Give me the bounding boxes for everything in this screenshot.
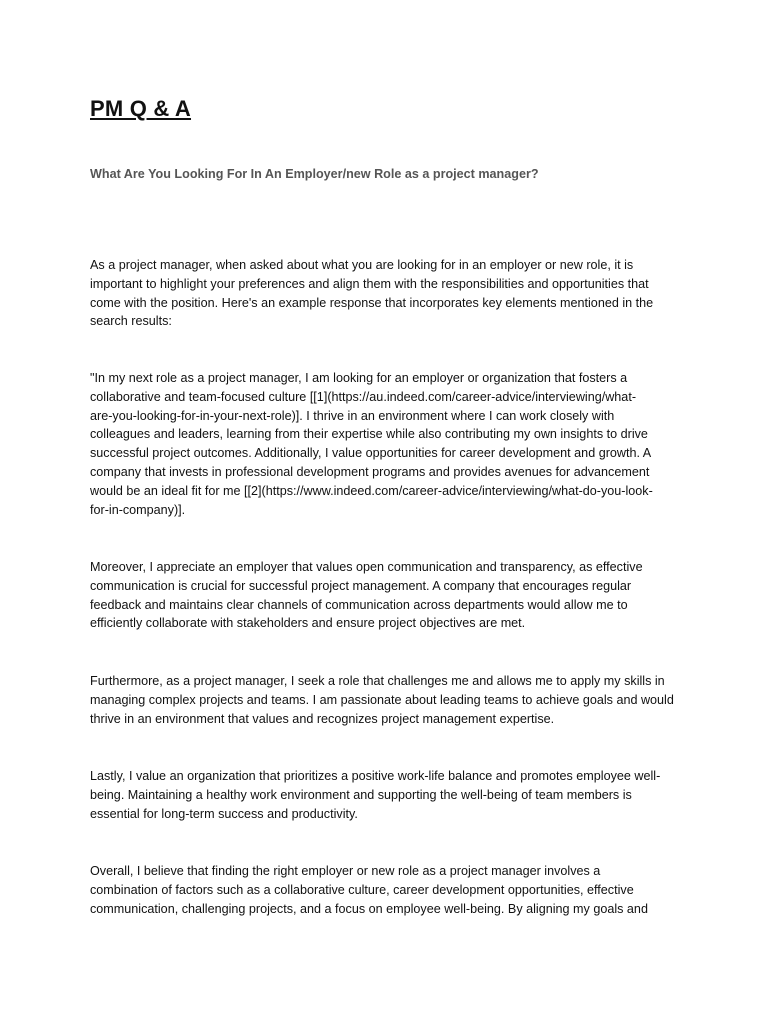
page-title: PM Q & A bbox=[90, 96, 192, 121]
paragraph-line: would be an ideal fit for me [[2](https://www.indeed.com/career-advice/interviewing/what-do-you-look- bbox=[90, 483, 653, 498]
paragraph-line: communication, challenging projects, and a focus on employee well-being. By aligning my goals and bbox=[90, 901, 648, 916]
paragraph-work-life-balance bbox=[90, 767, 680, 823]
paragraph-line: company that invests in professional development programs and provides avenues for advancement bbox=[90, 464, 650, 479]
paragraph-line: important to highlight your preferences and align them with the responsibilities and opportunities that bbox=[90, 276, 649, 291]
paragraph-line: combination of factors such as a collaborative culture, career development opportunities, effective bbox=[90, 882, 634, 897]
paragraph-line: Furthermore, as a project manager, I seek a role that challenges me and allows me to apply my skills in bbox=[90, 674, 665, 688]
paragraph-line: thrive in an environment that values and recognizes project management expertise. bbox=[90, 711, 555, 726]
paragraph-line: come with the position. Here's an example response that incorporates key elements mentioned in the bbox=[90, 295, 654, 310]
paragraph-line: "In my next role as a project manager, I am looking for an employer or organization that fosters a bbox=[90, 371, 628, 385]
paragraph-line: communication is crucial for successful project management. A company that encourages regular bbox=[90, 578, 632, 593]
page-subtitle: What Are You Looking For In An Employer/new Role as a project manager? bbox=[90, 167, 539, 181]
paragraph-line: colleagues and leaders, learning from their expertise while also contributing my own insights to drive bbox=[90, 427, 648, 442]
paragraph-line: efficiently collaborate with stakeholders and ensure project objectives are met. bbox=[90, 616, 526, 631]
paragraph-line: being. Maintaining a healthy work environment and supporting the well-being of team members is bbox=[90, 787, 632, 802]
paragraph-line: for-in-company)]. bbox=[90, 502, 186, 517]
paragraph-conclusion bbox=[90, 862, 680, 918]
paragraph-line: Overall, I believe that finding the right employer or new role as a project manager involves a bbox=[90, 864, 601, 878]
paragraph-challenges bbox=[90, 672, 680, 728]
paragraph-line: Lastly, I value an organization that prioritizes a positive work-life balance and promotes employee well- bbox=[90, 769, 661, 783]
paragraph-communication bbox=[90, 558, 680, 633]
paragraph-example-response bbox=[90, 369, 680, 519]
paragraph-intro bbox=[90, 256, 680, 331]
paragraph-line: search results: bbox=[90, 314, 172, 329]
paragraph-line: are-you-looking-for-in-your-next-role)]. I thrive in an environment where I can work closely with bbox=[90, 408, 615, 423]
paragraph-line: As a project manager, when asked about what you are looking for in an employer or new role, it is bbox=[90, 258, 634, 272]
paragraph-line: collaborative and team-focused culture [[1](https://au.indeed.com/career-advice/interviewing/what- bbox=[90, 389, 637, 404]
paragraph-line: Moreover, I appreciate an employer that values open communication and transparency, as effective bbox=[90, 560, 643, 574]
paragraph-line: successful project outcomes. Additionally, I value opportunities for career development and growth. A bbox=[90, 446, 652, 461]
paragraph-line: managing complex projects and teams. I am passionate about leading teams to achieve goals and would bbox=[90, 692, 674, 707]
paragraph-line: essential for long-term success and productivity. bbox=[90, 806, 358, 821]
paragraph-line: feedback and maintains clear channels of communication across departments would allow me to bbox=[90, 597, 628, 612]
